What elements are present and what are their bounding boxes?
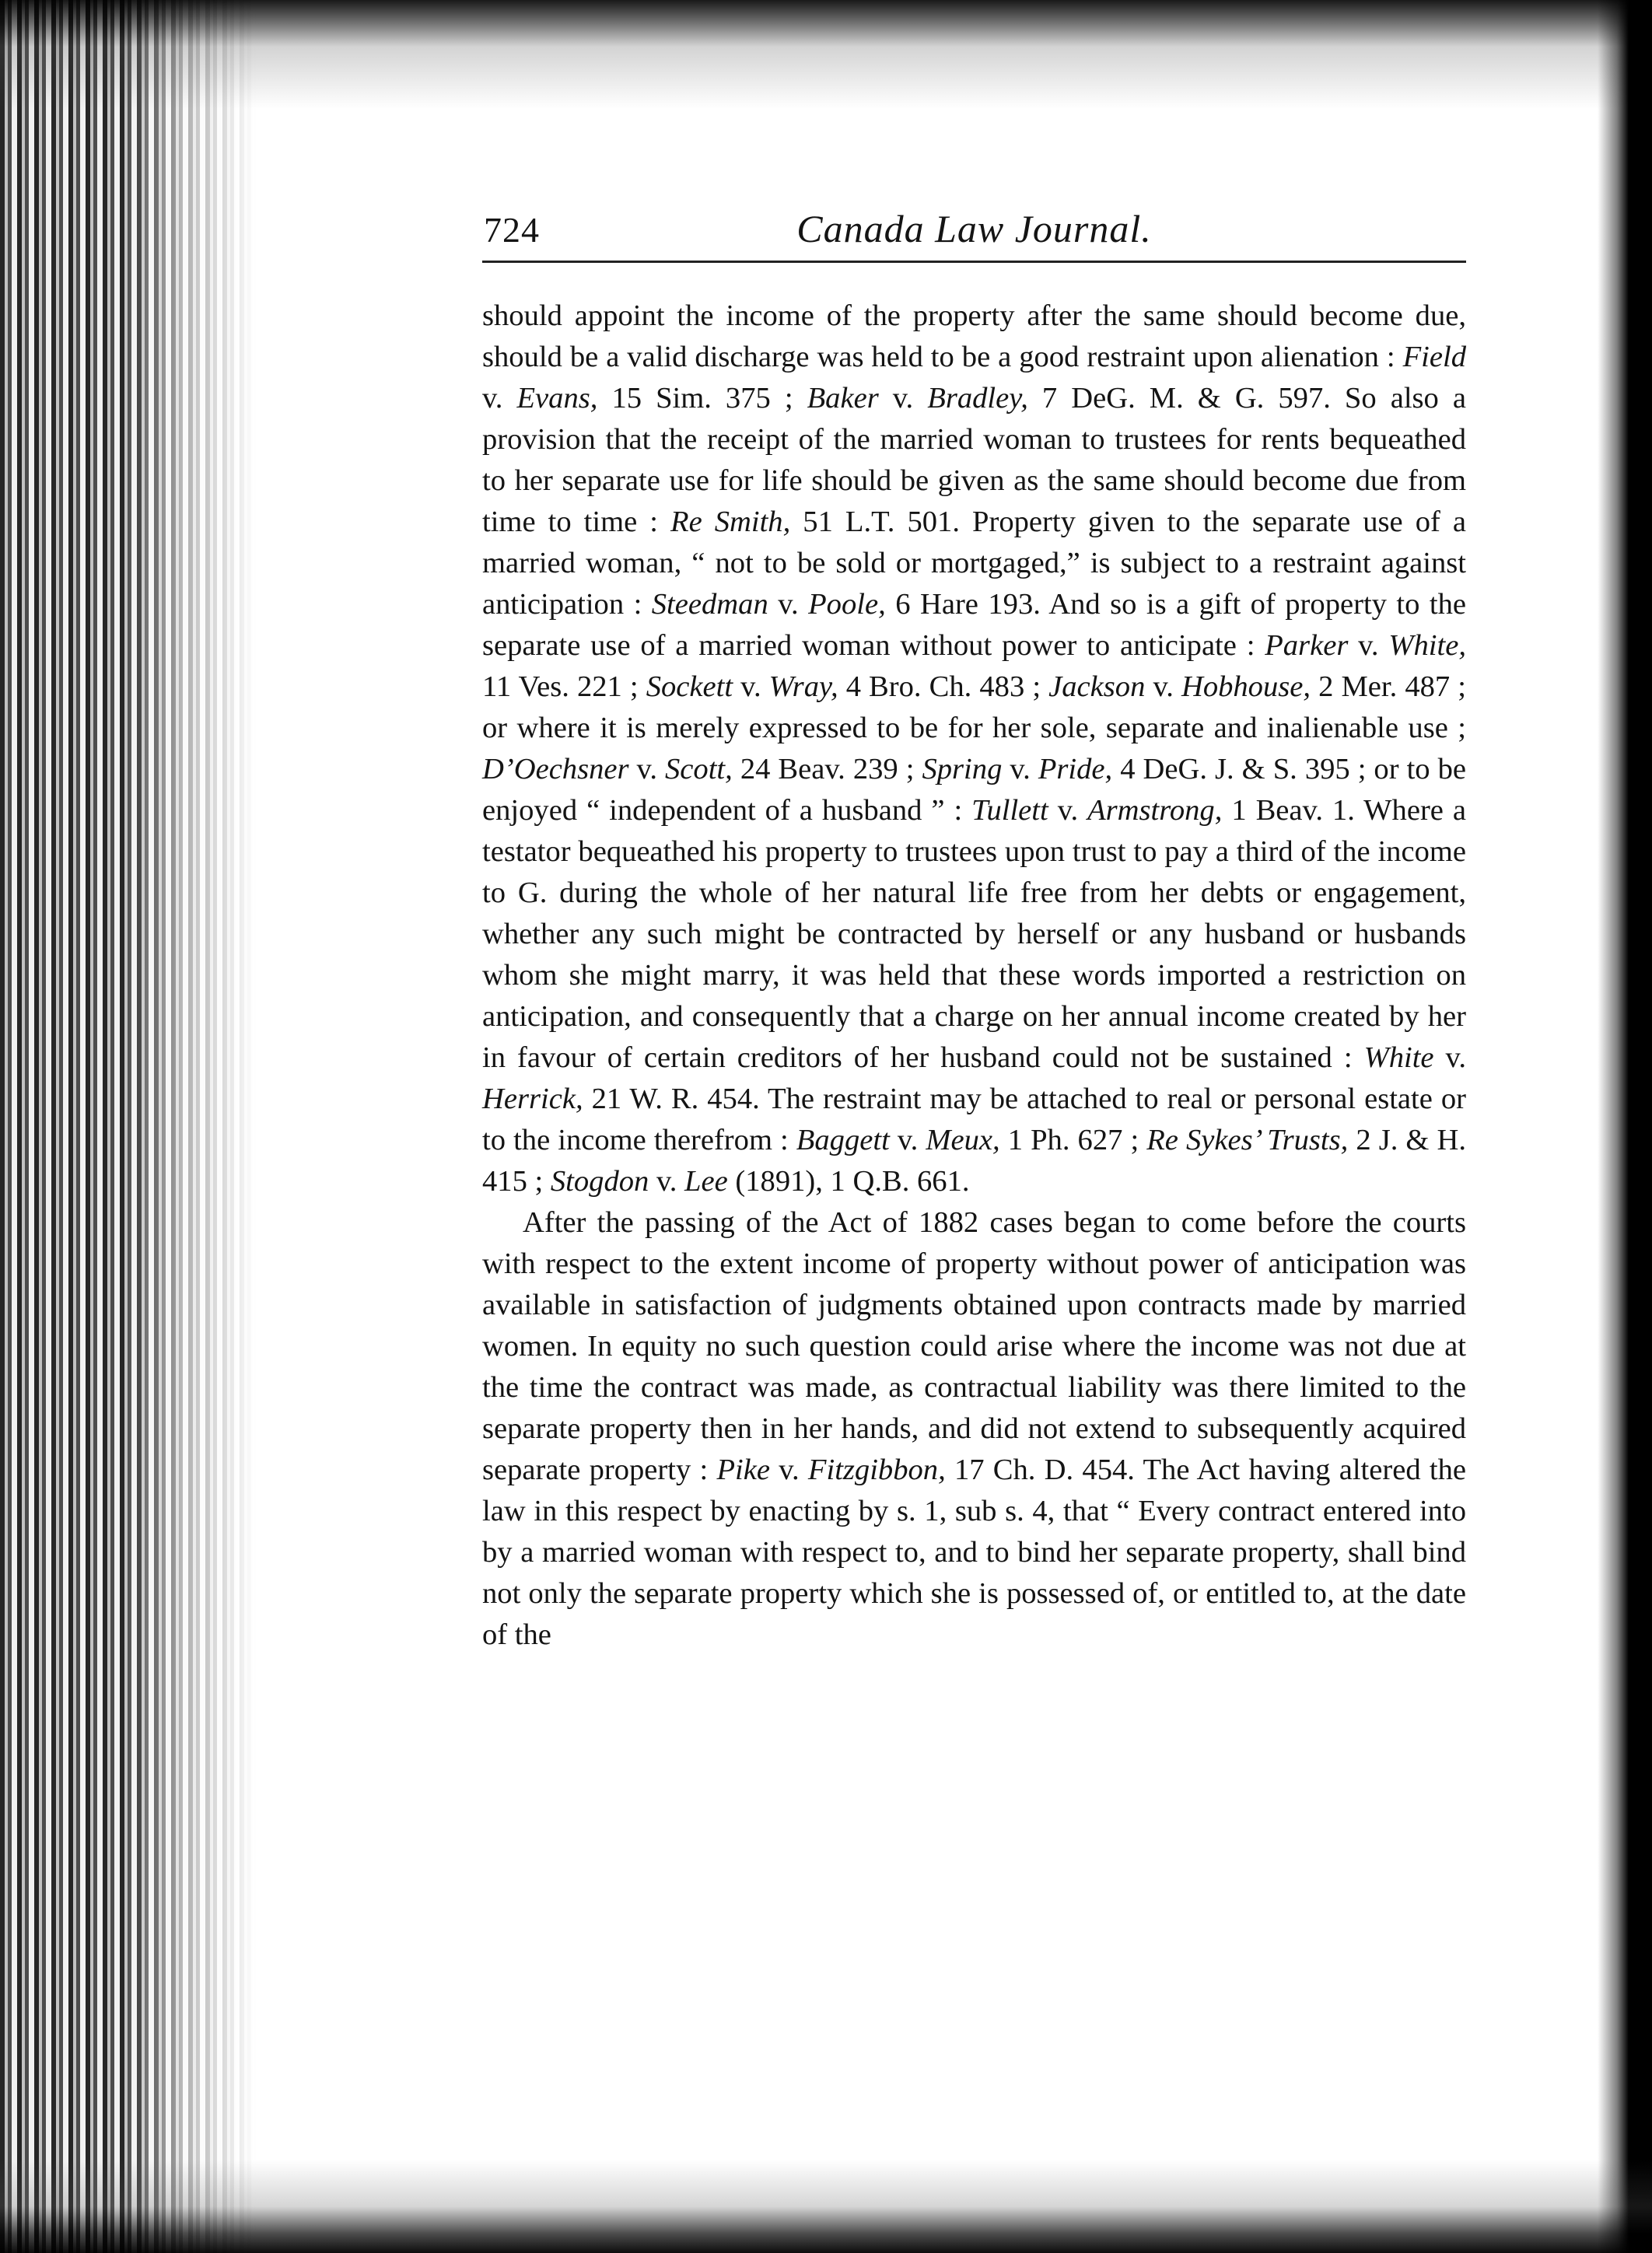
case-name: Lee [684,1165,728,1198]
text-run: 7 DeG. M. & G. 597. So also a provision that the receipt of the married woman to trustees for rents bequeathed to her separate use for life should be given as the same should become due from time to time : [482,382,1467,538]
page-number: 724 [484,210,540,250]
case-name: Herrick, [482,1083,583,1115]
text-run: v. [770,1454,808,1486]
case-name: Wray, [768,670,838,703]
journal-title: Canada Law Journal. [796,207,1152,250]
text-run: 1 Ph. 627 ; [999,1124,1147,1156]
text-run: 17 Ch. D. 454. The Act having altered the law in this respect by enacting by s. 1, sub s. 4, that “ Every contract entered into by a married woman with respect to, and to bind her separate property, shall bind not only the separate property which she is possessed of, or entitled to, at the date of the [482,1454,1467,1651]
scan-right-edge [1598,0,1652,2253]
text-run: should appoint the income of the property after the same should become due, should be a valid discharge was held to be a good restraint upon alienation : [482,299,1466,373]
scan-bottom-edge [0,2160,1652,2253]
case-name: Re Smith, [670,506,791,538]
running-head [482,206,1466,263]
text-run: 21 W. R. 454. The restraint may be attached to real or personal estate or to the income therefrom : [482,1083,1466,1156]
case-name: Evans, [516,382,598,415]
text-run: After the passing of the Act of 1882 cases began to come before the courts with respect to the extent income of property without power of anticipation was available in satisfaction of judgments obtained upon contracts made by married women. In equity no such question could arise where the income was not due at the time the contract was made, as contractual liability was there limited to the separate property then in her hands, and did not extend to subsequently acquired separate property : [482,1206,1466,1486]
text-run: 6 Hare 193. And so is a gift of property to the separate use of a married woman without power to anticipate : [482,588,1467,662]
text-run: 4 DeG. J. & S. 395 ; or to be enjoyed “ independent of a husband ” : [482,753,1467,827]
case-name: D’Oechsner [482,753,629,785]
text-run: v. [1048,794,1088,827]
case-name: Pride, [1038,753,1113,785]
case-name: White [1363,1041,1434,1074]
case-name: Tullett [971,794,1048,827]
text-run: v. [768,588,809,621]
text-run: v. [1348,629,1389,662]
case-name: Re Sykes’ Trusts, [1146,1124,1349,1156]
text-run: 15 Sim. 375 ; [597,382,807,415]
body-text [482,296,1466,1656]
case-name: Parker [1265,629,1349,662]
case-name: Meux, [926,1124,1000,1156]
text-run: v. [649,1165,685,1198]
text-run: v. [1145,670,1181,703]
text-run: v. [889,1124,926,1156]
scan-top-edge [0,0,1652,109]
case-name: Poole, [808,588,886,621]
text-run: 2 Mer. 487 ; or where it is merely expressed to be for her sole, separate and inalienable use ; [482,670,1467,744]
journal-page [482,206,1466,1656]
text-run: (1891), 1 Q.B. 661. [727,1165,970,1198]
paragraph-1 [482,296,1466,1202]
text-run: 24 Beav. 239 ; [732,753,922,785]
case-name: Jackson [1048,670,1146,703]
case-name: Baker [807,382,879,415]
text-run: v. [1433,1041,1466,1074]
case-name: Sockett [646,670,733,703]
case-name: Steedman [651,588,768,621]
text-run: 1 Beav. 1. Where a testator bequeathed his property to trustees upon trust to pay a third of the income to G. during the whole of her natural life free from her debts or engagement, whether any such might be contracted by herself or any husband or husbands whom she might marry, it was held that these words imported a restriction on anticipation, and consequently that a charge on her annual income created by her in favour of certain creditors of her husband could not be sustained : [482,794,1466,1074]
case-name: Baggett [796,1124,890,1156]
case-name: Fitzgibbon, [807,1454,946,1486]
text-run: v. [482,382,517,415]
text-run: 51 L.T. 501. Property given to the separate use of a married woman, “ not to be sold or mortgaged,” is subject to a restraint against anticipation : [482,506,1467,621]
case-name: Bradley, [927,382,1028,415]
case-name: Hobhouse, [1181,670,1311,703]
text-run: 4 Bro. Ch. 483 ; [838,670,1049,703]
case-name: Stogdon [550,1165,649,1198]
case-name: Field [1402,341,1466,373]
text-run: v. [628,753,666,785]
text-run: v. [733,670,769,703]
text-run: v. [1002,753,1038,785]
paragraph-2 [482,1202,1466,1656]
case-name: Armstrong, [1087,794,1223,827]
text-run: v. [878,382,928,415]
case-name: Pike [716,1454,770,1486]
text-run: 11 Ves. 221 ; [482,670,646,703]
case-name: White, [1388,629,1466,662]
scan-left-edge [0,0,257,2253]
text-run: 2 J. & H. 415 ; [482,1124,1466,1198]
case-name: Scott, [665,753,733,785]
case-name: Spring [922,753,1003,785]
